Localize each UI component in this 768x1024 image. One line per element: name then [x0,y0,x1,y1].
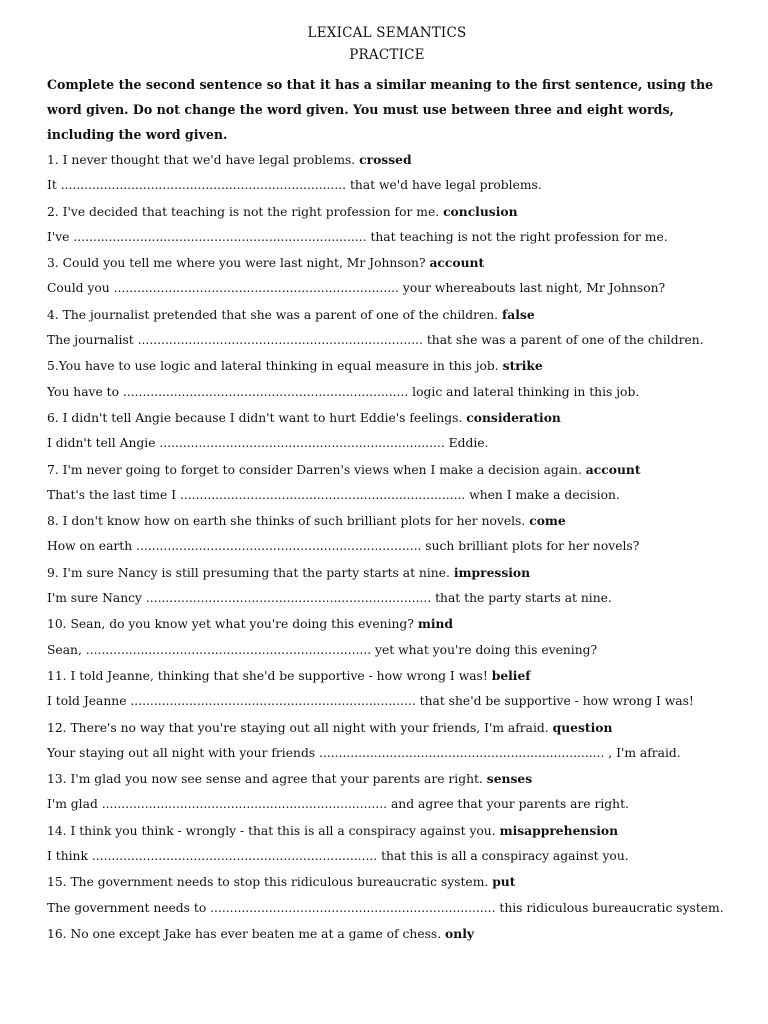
keyword: conclusion [443,203,518,219]
keyword: account [429,255,485,271]
rewrite-line: I'm sure Nancy ......................................................................... that the party starts at nine. [47,591,612,606]
keyword: senses [486,771,533,787]
exercise-sentence [47,147,727,173]
rewrite-line: I'm glad ......................................................................... and agree that your parents are right. [47,797,629,812]
worksheet-subtitle: PRACTICE [349,47,425,63]
rewrite-line: I think ......................................................................... that this is all a conspiracy against you. [47,849,629,864]
sentence-text: 11. I told Jeanne, thinking that she'd be supportive - how wrong I was! [47,668,488,683]
sentence-text: 8. I don't know how on earth she thinks of such brilliant plots for her novels. [47,514,526,529]
exercise-sentence [47,405,727,431]
keyword: question [552,719,613,735]
rewrite-line: Your staying out all night with your friends ......................................................................... , I'm afraid. [47,745,681,760]
sentence-text: 6. I didn't tell Angie because I didn't want to hurt Eddie's feelings. [47,410,463,425]
rewrite-line: I've ........................................................................... that teaching is not the right profession for me. [47,229,668,244]
rewrite-line: I didn't tell Angie ......................................................................... Eddie. [47,436,489,451]
keyword: strike [502,358,543,374]
rewrite-line: The government needs to ......................................................................... this ridiculous bureaucratic system. [47,900,724,915]
keyword: false [501,306,535,322]
exercise-sentence [47,457,727,483]
instructions-paragraph: Complete the second sentence so that it has a similar meaning to the first sentence, using the word given. Do not change the word given. You must use between three and eight words, including the word given. [47,77,714,142]
sentence-text: 16. No one except Jake has ever beaten me at a game of chess. [47,926,442,941]
rewrite-line: It ......................................................................... that we'd have legal problems. [47,178,542,193]
sentence-text: 5.You have to use logic and lateral thinking in equal measure in this job. [47,359,499,374]
sentence-text: 10. Sean, do you know yet what you're doing this evening? [47,617,414,632]
sentence-text: 3. Could you tell me where you were last night, Mr Johnson? [47,256,426,271]
rewrite-line: I told Jeanne ......................................................................... that she'd be supportive - how wrong I was! [47,694,694,709]
exercise-sentence [47,199,727,225]
sentence-text: 1. I never thought that we'd have legal problems. [47,153,356,167]
rewrite-line: Sean, ......................................................................... yet what you're doing this evening? [47,642,598,657]
worksheet-title: LEXICAL SEMANTICS [307,25,467,41]
sentence-text: 2. I've decided that teaching is not the right profession for me. [47,204,440,219]
rewrite-line: Could you ......................................................................... your whereabouts last night, Mr Johnson? [47,281,666,296]
keyword: misapprehension [499,822,619,838]
exercise-sentence [47,508,727,534]
exercise-sentence [47,560,727,586]
rewrite-line: You have to ......................................................................... logic and lateral thinking in this job. [47,384,640,399]
worksheet-page [47,22,727,947]
exercise-sentence [47,818,727,844]
rewrite-line: The journalist ......................................................................... that she was a parent of one of the children. [47,333,704,348]
keyword: belief [491,667,531,683]
exercise-sentence [47,353,727,379]
keyword: come [529,513,566,529]
sentence-text: 13. I'm glad you now see sense and agree that your parents are right. [47,772,483,787]
rewrite-line: That's the last time I ......................................................................... when I make a decision. [47,487,620,502]
exercise-sentence [47,715,727,741]
exercise-sentence [47,869,727,895]
sentence-text: 7. I'm never going to forget to consider Darren's views when I make a decision again. [47,462,582,477]
keyword: only [445,925,475,941]
exercise-sentence [47,921,727,947]
exercise-sentence [47,250,727,276]
keyword: put [492,874,516,890]
exercise-sentence [47,766,727,792]
exercise-sentence [47,663,727,689]
sentence-text: 4. The journalist pretended that she was a parent of one of the children. [47,307,499,322]
keyword: account [585,461,641,477]
keyword: impression [453,564,531,580]
exercise-sentence [47,302,727,328]
sentence-text: 15. The government needs to stop this ridiculous bureaucratic system. [47,875,489,890]
exercise-sentence [47,611,727,637]
keyword: mind [417,616,454,632]
sentence-text: 9. I'm sure Nancy is still presuming that the party starts at nine. [47,565,450,580]
keyword: crossed [359,152,412,167]
sentence-text: 14. I think you think - wrongly - that this is all a conspiracy against you. [47,823,496,838]
keyword: consideration [466,409,561,425]
rewrite-line: How on earth ......................................................................... such brilliant plots for her novels? [47,539,640,554]
sentence-text: 12. There's no way that you're staying out all night with your friends, I'm afraid. [47,720,549,735]
exercise-list [47,147,727,947]
